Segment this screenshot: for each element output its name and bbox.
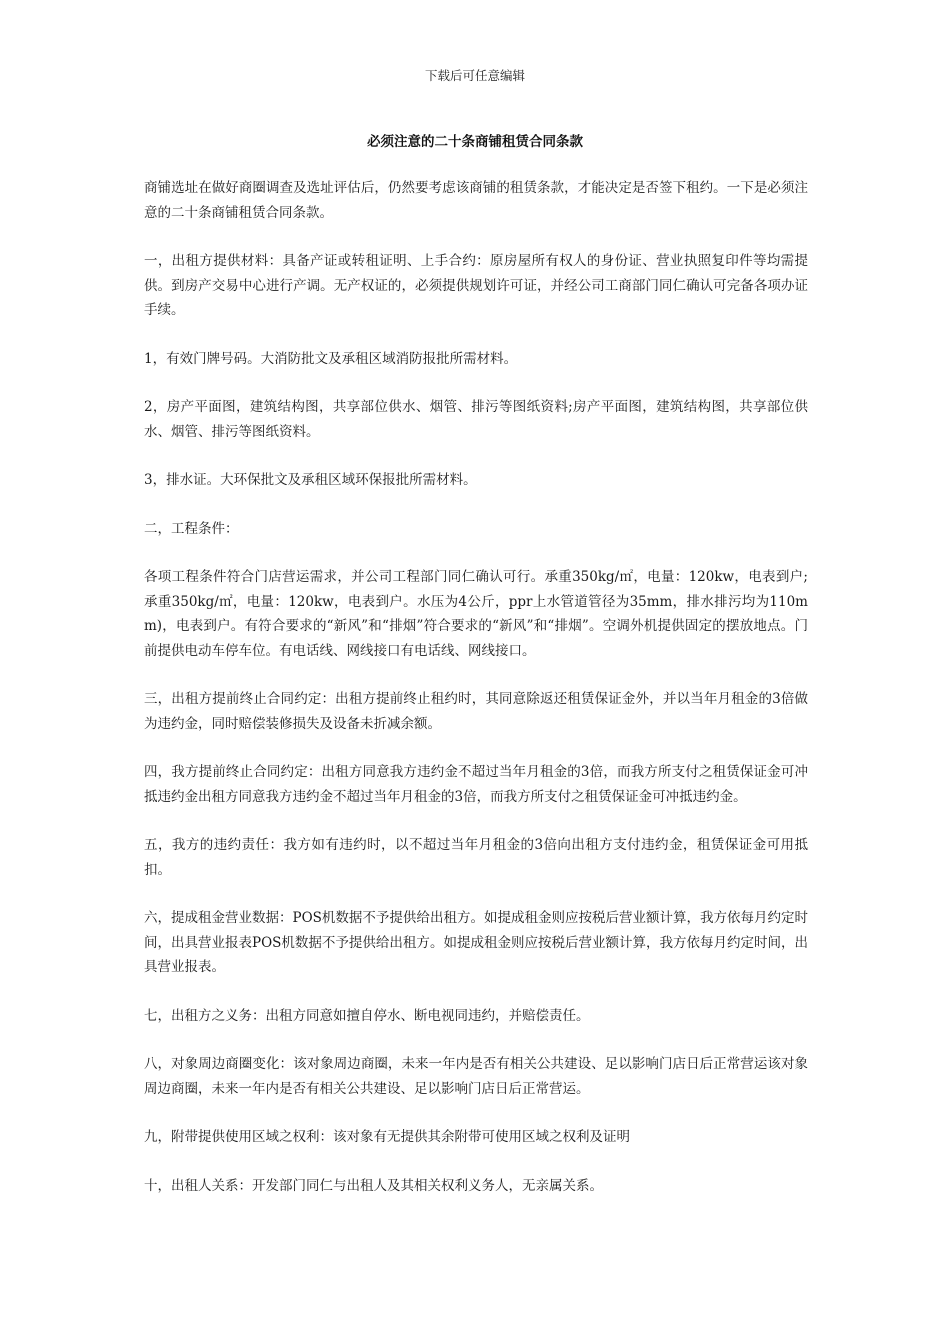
paragraph-section-4: 四，我方提前终止合同约定：出租方同意我方违约金不超过当年月租金的3倍，而我方所支付之租赁保证金可冲抵违约金出租方同意我方违约金不超过当年月租金的3倍，而我方所支付之租赁保证金可冲抵违约金。 — [144, 764, 808, 805]
paragraph-section-9: 九，附带提供使用区域之权利：该对象有无提供其余附带可使用区域之权利及证明 — [144, 1129, 630, 1145]
paragraph-section-8: 八，对象周边商圈变化：该对象周边商圈，未来一年内是否有相关公共建设、足以影响门店日后正常营运该对象周边商圈，未来一年内是否有相关公共建设、足以影响门店日后正常营运。 — [144, 1056, 808, 1097]
document-body — [144, 176, 808, 1222]
paragraph-section-1: 一，出租方提供材料：具备产证或转租证明、上手合约：原房屋所有权人的身份证、营业执照复印件等均需提供。到房产交易中心进行产调。无产权证的，必须提供规划许可证，并经公司工商部门同仁确认可完备各项办证手续。 — [144, 253, 808, 318]
paragraph-section-3: 三，出租方提前终止合同约定：出租方提前终止租约时，其同意除返还租赁保证金外，并以当年月租金的3倍做为违约金，同时赔偿装修损失及设备未折减余额。 — [144, 691, 808, 732]
page-header: 下载后可任意编辑 — [424, 68, 525, 83]
document-title: 必须注意的二十条商铺租赁合同条款 — [367, 134, 583, 150]
paragraph-section-6: 六，提成租金营业数据：POS机数据不予提供给出租方。如提成租金则应按税后营业额计算，我方依每月约定时间，出具营业报表POS机数据不予提供给出租方。如提成租金则应按税后营业额计算，我方依每月约定时间，出具营业报表。 — [144, 910, 808, 975]
paragraph-section-7: 七，出租方之义务：出租方同意如擅自停水、断电视同违约，并赔偿责任。 — [144, 1007, 590, 1024]
paragraph-section-2: 二，工程条件： — [144, 520, 239, 537]
paragraph-item-1: 1，有效门牌号码。大消防批文及承租区域消防报批所需材料。 — [144, 350, 518, 367]
paragraph-section-10: 十，出租人关系：开发部门同仁与出租人及其相关权利义务人，无亲属关系。 — [144, 1177, 603, 1194]
paragraph-intro: 商铺选址在做好商圈调查及选址评估后，仍然要考虑该商铺的租赁条款，才能决定是否签下租约。一下是必须注意的二十条商铺租赁合同条款。 — [144, 180, 808, 221]
paragraph-item-2: 2，房产平面图，建筑结构图，共享部位供水、烟管、排污等图纸资料;房产平面图，建筑结构图，共享部位供水、烟管、排污等图纸资料。 — [144, 399, 808, 440]
paragraph-section-5: 五，我方的违约责任：我方如有违约时，以不超过当年月租金的3倍向出租方支付违约金，租赁保证金可用抵扣。 — [144, 837, 808, 878]
paragraph-engineering: 各项工程条件符合门店营运需求，并公司工程部门同仁确认可行。承重350kg/㎡，电量：120kw，电表到户;承重350kg/㎡，电量：120kw，电表到户。水压为4公斤，ppr上水管道管径为35mm，排水排污均为110mm)，电表到户。有符合要求的“新风”和“排烟”符合要求的“新风”和“排烟”。空调外机提供固定的摆放地点。门前提供电动车停车位。有电话线、网线接口有电话线、网线接口。 — [144, 569, 808, 659]
paragraph-item-3: 3，排水证。大环保批文及承租区域环保报批所需材料。 — [144, 472, 477, 488]
